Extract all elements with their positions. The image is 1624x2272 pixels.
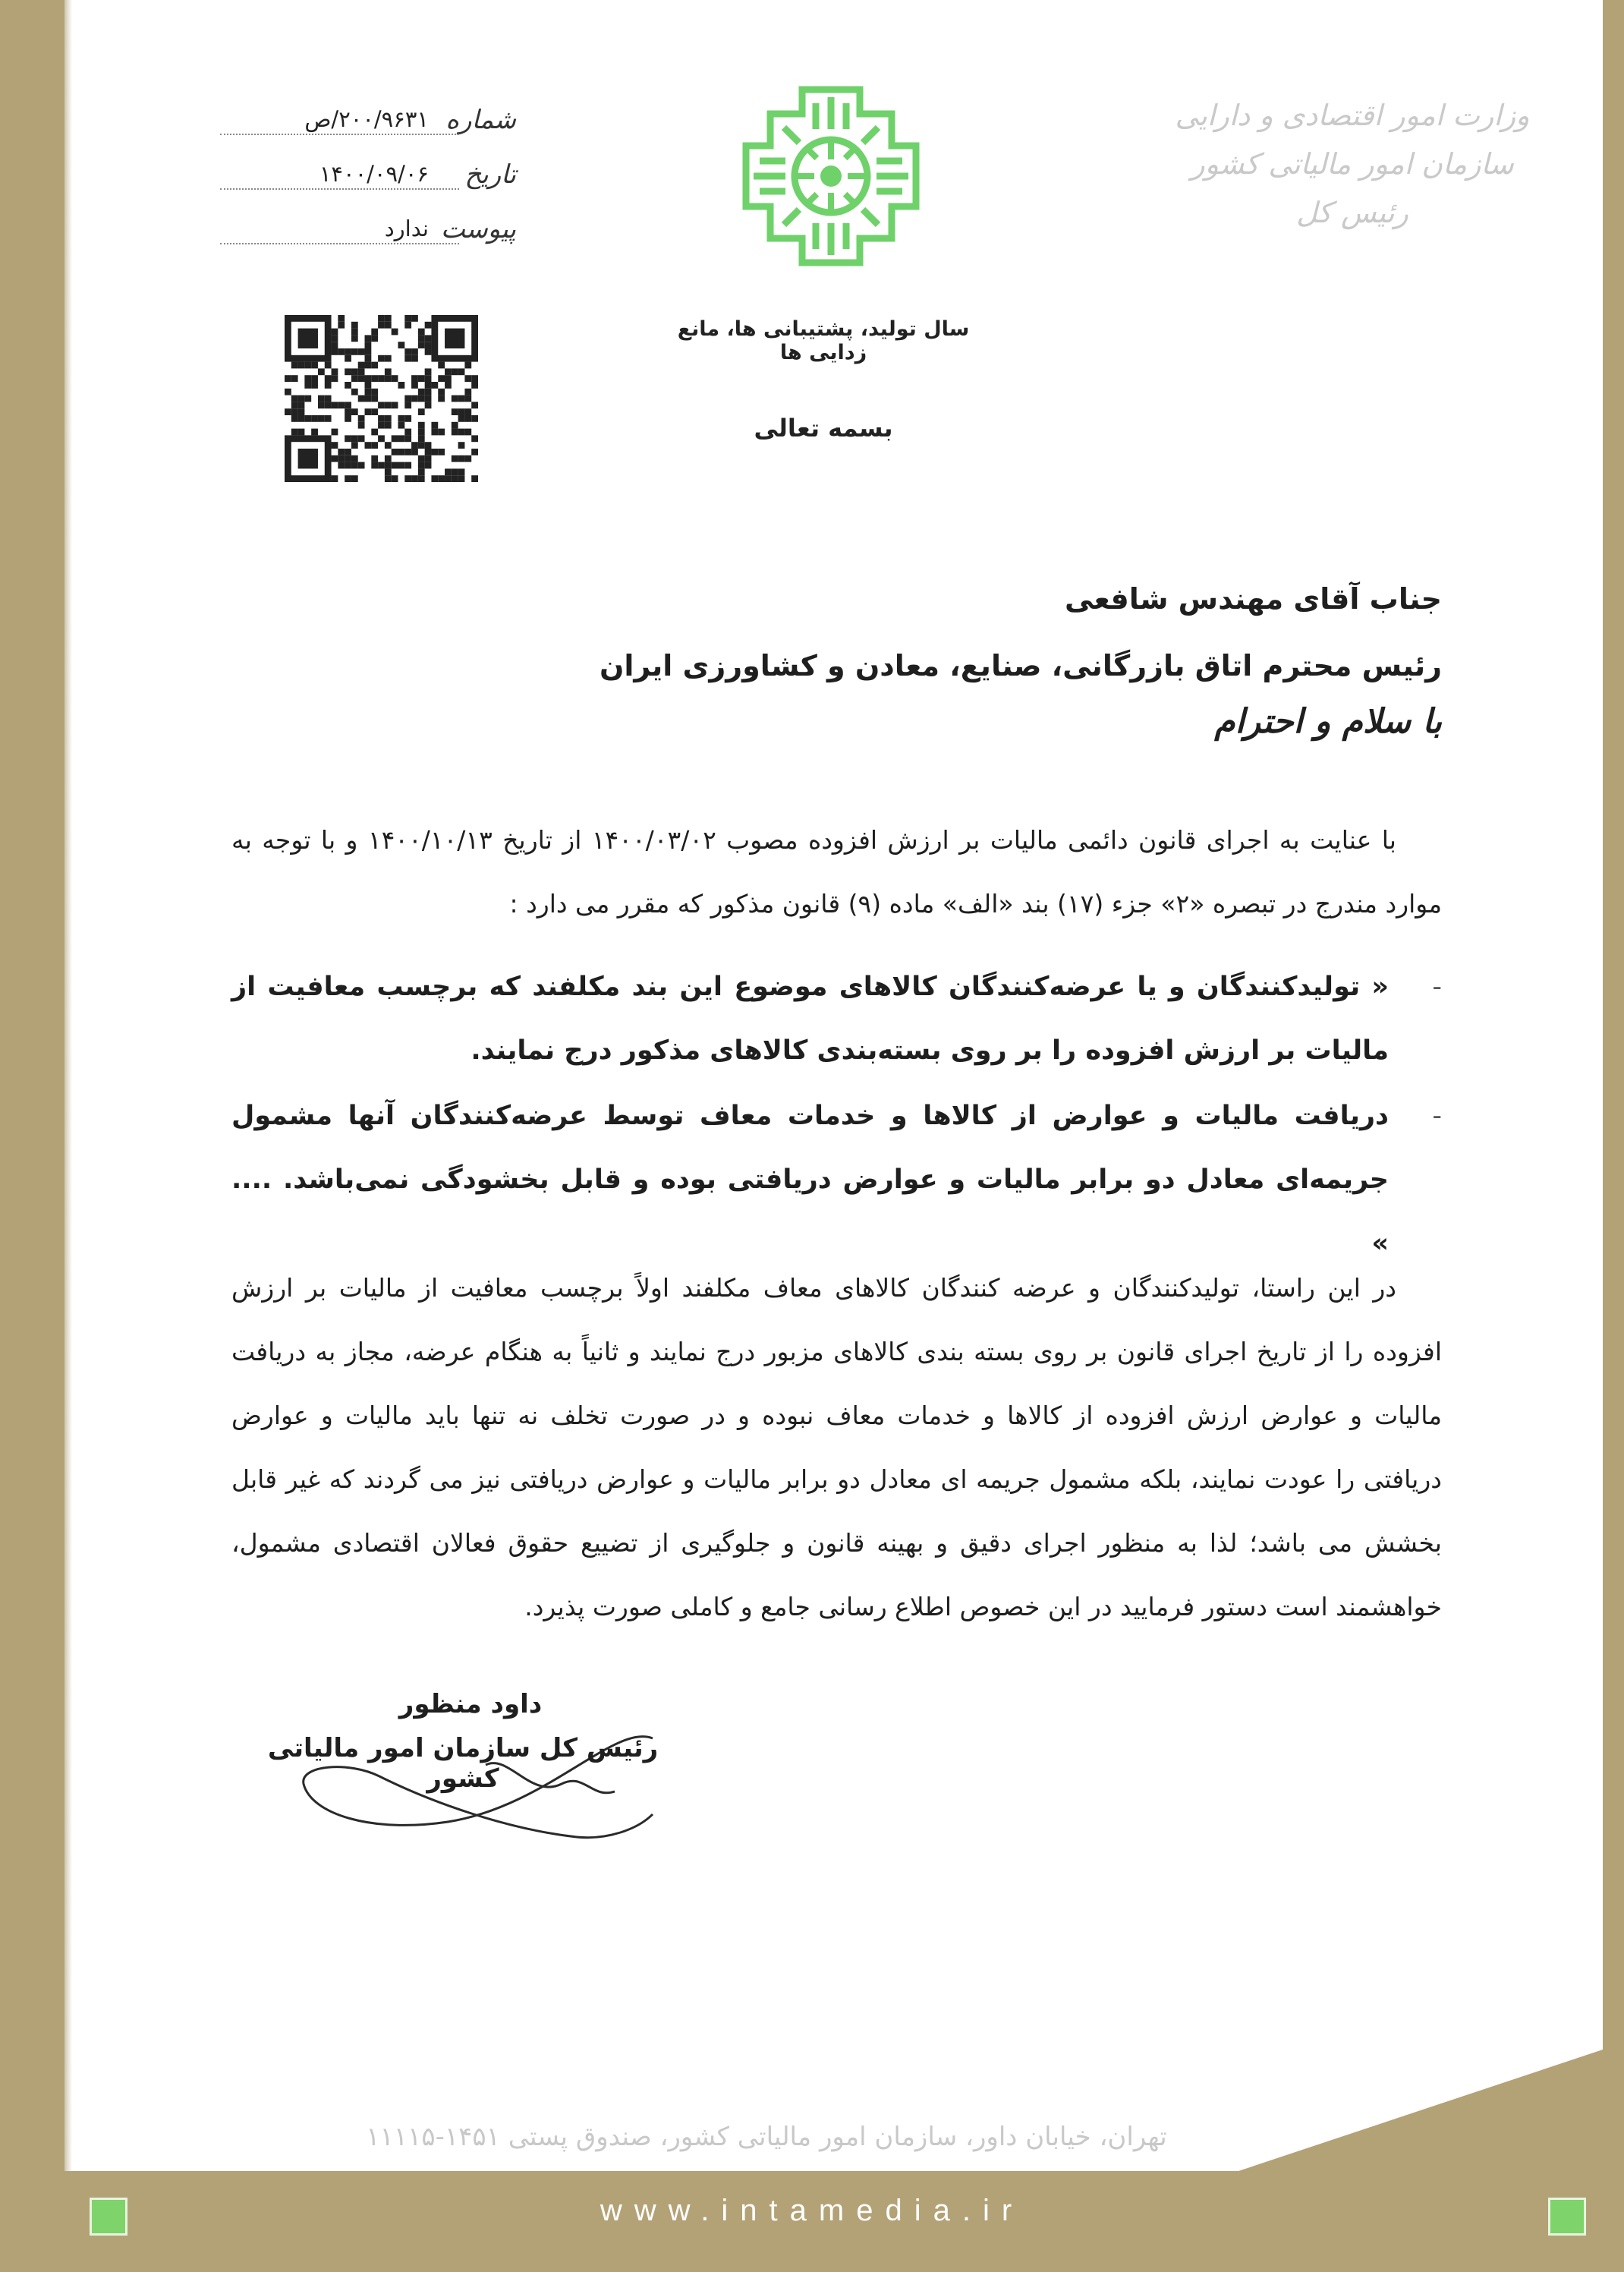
attachment-value: ندارد — [384, 216, 429, 241]
qr-code — [285, 315, 478, 482]
bullet-dash: - — [1432, 1101, 1442, 1131]
right-frame-border — [1603, 0, 1624, 2272]
number-value: ۲۰۰/۹۶۳۱/ص — [304, 106, 429, 132]
footer-website-url[interactable]: www.intamedia.ir — [600, 2194, 1024, 2227]
paper-edge-shadow — [65, 0, 72, 2171]
letter-number-row — [212, 99, 516, 153]
quote-text: دریافت مالیات و عوارض از کالاها و خدمات معاف توسط عرضه‌کنندگان آنها مشمول جریمه‌ای معادل دو برابر مالیات و عوارض دریافتی بوده و قابل بخشودگی نمی‌باشد. .... » — [231, 1101, 1389, 1259]
ministry-letterhead — [1170, 91, 1534, 237]
signer-title: رئیس کل سازمان امور مالیاتی کشور — [267, 1733, 659, 1794]
number-dotted-line — [220, 134, 459, 135]
tax-organization-logo — [740, 84, 922, 269]
quote-item — [231, 955, 1442, 1082]
main-paragraph: در این راستا، تولیدکنندگان و عرضه کنندگان کالاهای معاف مکلفند اولاً برچسب معافیت از مالیات بر ارزش افزوده را از تاریخ اجرای قانون بر روی بسته بندی کالاهای مزبور درج نمایند و ثانیاً به هنگام عرضه، مجاز به دریافت مالیات و عوارض ارزش افزوده از کالاها و خدمات معاف نبوده و در صورت تخلف نه تنها باید مالیات و عوارض دریافتی را عودت نمایند، بلکه مشمول جریمه ای معادل دو برابر مالیات و عوارض دریافتی نیز می گردند که غیر قابل بخشش می باشد؛ لذا به منظور اجرای دقیق و بهینه قانون و جلوگیری از تضییع حقوق فعالان اقتصادی مشمول، خواهشمند است دستور فرمایید در این خصوص اطلاع رسانی جامع و کاملی صورت پذیرد. — [231, 1273, 1442, 1621]
year-slogan: سال تولید، پشتیبانی ها، مانع زدایی ها — [677, 317, 970, 364]
date-dotted-line — [220, 188, 459, 190]
ministry-line: سازمان امور مالیاتی کشور — [1191, 147, 1514, 181]
greeting: با سلام و احترام — [1214, 702, 1442, 741]
addressee-name: جناب آقای مهندس شافعی — [1065, 582, 1442, 616]
signer-name: داود منظور — [398, 1689, 543, 1719]
date-label: تاریخ — [464, 159, 516, 190]
quote-text: « تولیدکنندگان و یا عرضه‌کنندگان کالاهای موضوع این بند مکلفند که برچسب معافیت از مالیات بر ارزش افزوده را بر روی بسته‌بندی کالاهای مذکور درج نمایند. — [231, 972, 1389, 1066]
number-label: شماره — [445, 105, 516, 135]
bismillah-heading: بسمه تعالی — [754, 414, 893, 443]
ministry-line: رئیس کل — [1296, 196, 1408, 229]
letter-metadata — [212, 99, 516, 263]
date-value: ۱۴۰۰/۰۹/۰۶ — [319, 161, 429, 187]
footer-corner-wedge — [1238, 2050, 1603, 2171]
footer-address: تهران، خیابان داور، سازمان امور مالیاتی کشور، صندوق پستی ۱۴۵۱-۱۱۱۱۵ — [366, 2122, 1167, 2152]
bullet-dash: - — [1432, 972, 1442, 1002]
left-frame-border — [0, 0, 65, 2272]
intro-paragraph: با عنایت به اجرای قانون دائمی مالیات بر ارزش افزوده مصوب ۱۴۰۰/۰۳/۰۲ از تاریخ ۱۴۰۰/۱۰/۱۳ و با توجه به موارد مندرج در تبصره «۲» جزء (۱۷) بند «الف» ماده (۹) قانون مذکور که مقرر می دارد : — [231, 825, 1442, 919]
attachment-dotted-line — [220, 243, 459, 244]
quote-item — [231, 1084, 1442, 1275]
addressee-title: رئیس محترم اتاق بازرگانی، صنایع، معادن و کشاورزی ایران — [599, 649, 1442, 682]
ministry-line: وزارت امور اقتصادی و دارایی — [1175, 99, 1530, 132]
addressee-block — [455, 566, 1442, 699]
attachment-row — [212, 208, 516, 263]
attachment-label: پیوست — [440, 214, 516, 244]
letter-date-row — [212, 153, 516, 208]
quoted-law-list — [231, 955, 1442, 1277]
